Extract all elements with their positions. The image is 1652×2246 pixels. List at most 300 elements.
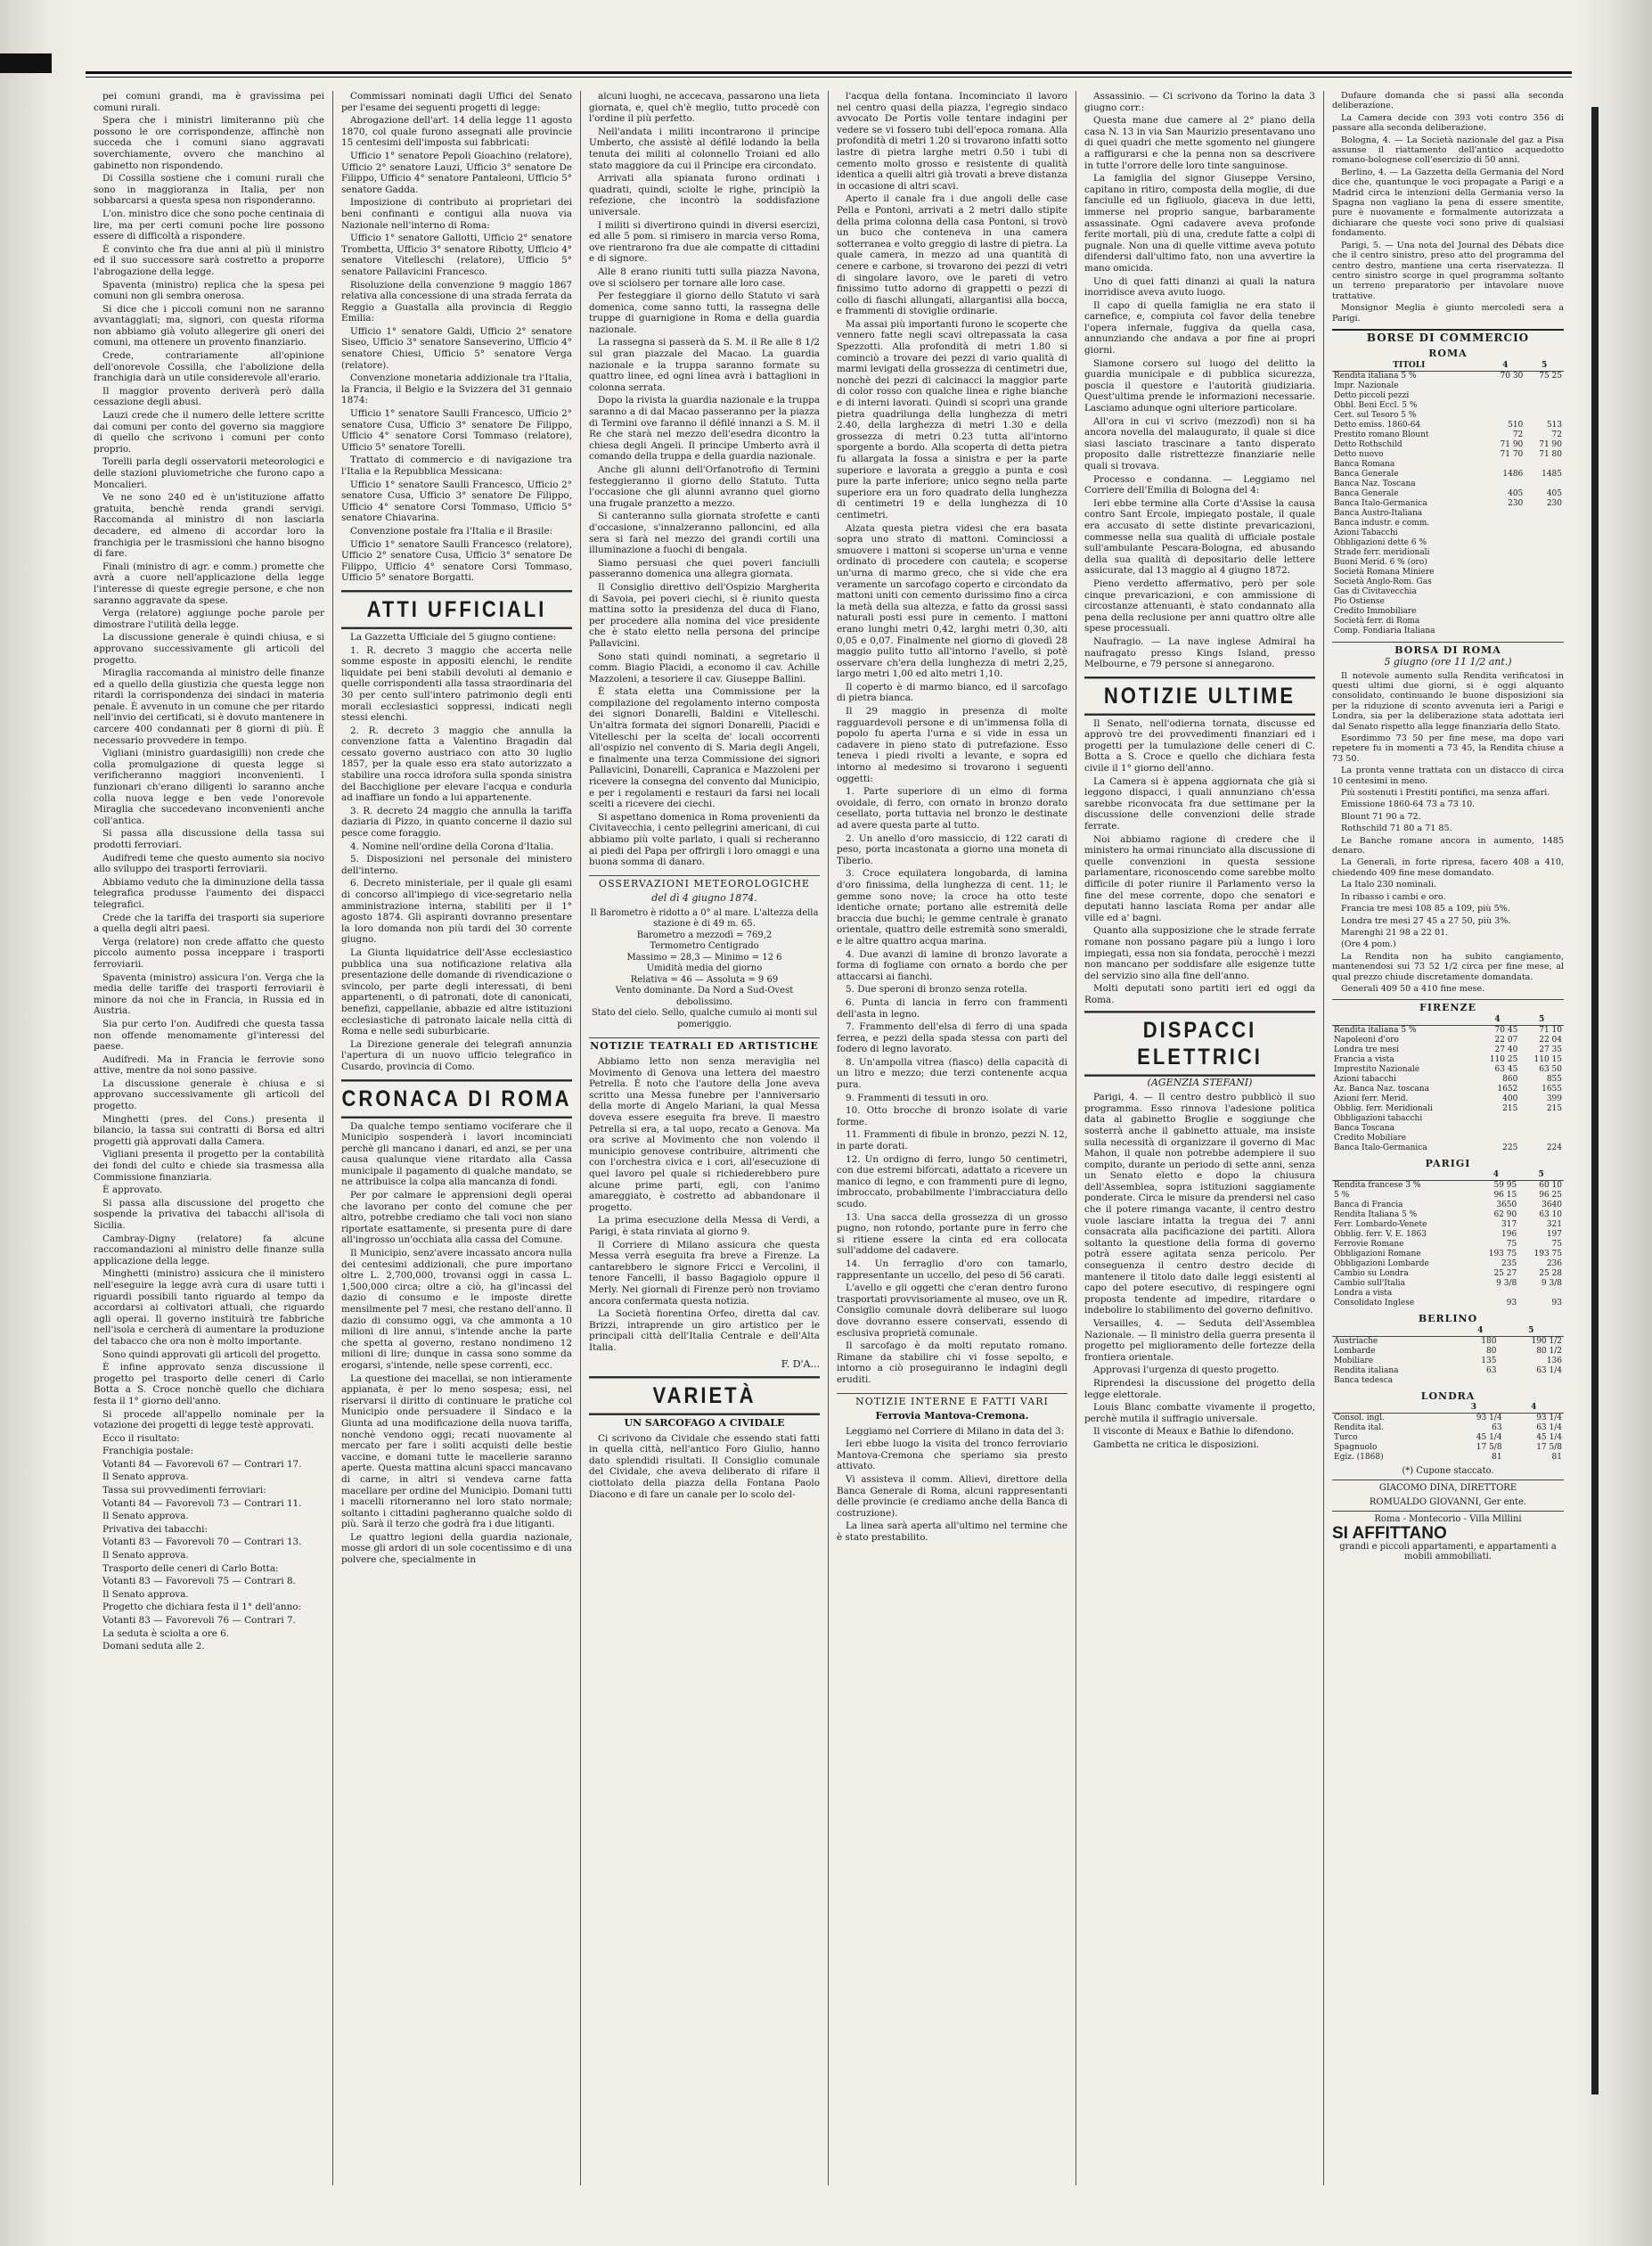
paragraph: Ve ne sono 240 ed è un'istituzione affatto gratuita, benchè renda grandi servigi. Raccomanda al ministro di non lasciarla decadere, ed almeno di accordar loro la franchigia per le trasmissioni che hanno bisogno di fare. [94,492,324,560]
firenze-head: FIRENZE [1332,999,1564,1012]
table-row [1332,499,1564,509]
security-name: Banca Italo-Germanica [1334,498,1427,508]
affitto-subtext: grandi e piccoli appartamenti, e appartamenti a mobili ammobiliati. [1339,1542,1557,1562]
paragraph: Ufficio 1° senatore Galdi, Ufficio 2° senatore Siseo, Ufficio 3° senatore Sanseverino, Ufficio 4° senatore Chiesi, Ufficio 5° senatore Verga (relatore). [341,325,572,371]
table-row [1332,1201,1564,1210]
paragraph: La Italo 230 nominali. [1341,880,1436,890]
paragraph: Versailles, 4. — Seduta dell'Assemblea Nazionale. — Il ministro della guerra presenta il progetto pel miglioramento delle fortezze della frontiera orientale. [1084,1318,1315,1363]
quote-value [1486,548,1525,558]
paragraph: Leggiamo nel Corriere di Milano in data del 3: [846,1425,1065,1437]
quote-value [1525,607,1564,617]
paragraph: Quanto alla supposizione che le strade ferrate romane non possano pagare più a lungo i loro impiegati, essa non sia fondata, perocchè i mezzi non mancano per soddisfare alle esigenze tutte del servizio sino alla fine dell'anno. [1084,925,1315,981]
quote-value: 25 27 [1493,1269,1517,1279]
table-row [1332,1269,1564,1279]
table-row [1332,1220,1564,1230]
paragraph: Riprendesi la discussione del progetto della legge elettorale. [1084,1377,1315,1400]
paragraph: Votanti 84 — Favorevoli 73 — Contrari 11. [102,1497,302,1509]
quote-value [1525,538,1564,548]
paragraph: Marenghi 21 98 a 22 01. [1341,927,1449,938]
paragraph: La rassegna si passerà da S. M. il Re alle 8 1/2 sul gran piazzale del Macao. La guardia nazionale e la truppa saranno formate su quattro linee, ed ogni linea avrà i battaglioni in colonna serrata. [589,337,820,393]
quote-value [1525,519,1564,529]
table-row [1332,597,1564,607]
paragraph: Nell'andata i militi incontrarono il principe Umberto, che assistè al défilé lodando la bella tenuta dei militi al colonnello Troiani ed allo stato maggiore da cui il Principe era circondato. [589,126,820,171]
dispacci-agency: (AGENZIA STEFANI) [1147,1076,1253,1088]
quote-value: 197 [1546,1230,1562,1240]
quote-value: 9 3/8 [1496,1279,1517,1289]
table-row [1332,617,1564,627]
quote-value [1486,558,1525,568]
quote-value [1519,1124,1564,1134]
paragraph: Ufficio 1° senatore Gallotti, Ufficio 2° senatore Trombetta, Ufficio 3° senatore Ribotty, Ufficio 4° senatore Vitelleschi (relatore), Ufficio 5° senatore Pallavicini Francesco. [341,233,572,277]
paragraph: I militi si divertirono quindi in diversi esercizi, ed alle 5 pom. si rimisero in marcia verso Roma, ove rientrarono fra due ale compatte di cittadini e di signore. [589,219,820,265]
paragraph: Si canteranno sulla giornata strofette e canti d'occasione, s'innalzeranno palloncini, ed alla sera si farà nel mezzo dei grandi cortili una illuminazione a fuochi di bengala. [589,511,820,556]
paragraph: È approvato. [102,1184,163,1196]
table-header-cell: 4 [1473,1170,1518,1181]
paragraph: Spaventa (ministro) assicura l'on. Verga che la media delle tariffe dei trasporti ferroviarii è minore da noi che in Francia, in Russia ed in Austria. [94,971,324,1017]
table-row [1332,519,1564,529]
paragraph: Miraglia raccomanda al ministro delle finanze ed a quello della giustizia che questa legge non ritardi la corrispondenza dei sindaci in materia penale. È avvenuto in un comune che per ritardo nell'invio dei certificati, si è dovuto mantenere in carcere 400 condannati per 8 giorni di più. È necessario provvedere in tempo. [94,668,324,746]
quote-value [1519,1114,1564,1124]
quote-value: 62 90 [1493,1210,1517,1220]
security-name: Comp. Fondiaria Italiana [1334,626,1435,635]
quote-value: 235 [1501,1259,1517,1269]
paragraph: Crede che la tariffa dei trasporti sia superiore a quella degli altri paesi. [94,912,324,935]
quote-value: 81 [1551,1452,1562,1462]
quote-value [1462,1376,1498,1386]
londra-table [1332,1403,1564,1463]
paragraph: Domani seduta alle 2. [102,1641,205,1652]
paragraph: L'avello e gli oggetti che c'eran dentro furono trasportati provvisoriamente al museo, ove un R. Consiglio comunale dovrà deliberare sul luogo dove dovranno essere conservati, essendo di esclusiva proprietà comunale. [837,1283,1067,1339]
security-name: Società Anglo-Rom. Gas [1334,577,1432,586]
security-name: Banca Generale [1334,469,1399,479]
quote-value: 400 [1502,1094,1518,1103]
quote-value: 317 [1501,1220,1517,1230]
quote-value: 71 10 [1539,1025,1562,1035]
quote-value: 93 [1506,1299,1517,1308]
paragraph: All'ora in cui vi scrivo (mezzodì) non si ha ancora novella del malaugurato, il quale si dice siasi lasciato trascinare a tanto disperato proposito dalle ristrettezze finanziarie nelle quali si trovava. [1084,415,1315,471]
security-name: Ferrovie Romane [1334,1240,1404,1250]
paragraph: Più sostenuti i Prestiti pontifici, ma senza affari. [1341,788,1550,799]
firenze-table [1332,1015,1564,1153]
paragraph: Il visconte di Meaux e Bathie lo difendono. [1093,1426,1295,1438]
security-name: Obbligazioni Lombarde [1334,1259,1429,1269]
table-row [1332,430,1564,440]
table-row [1332,460,1564,470]
paragraph: pei comuni grandi, ma è gravissima pei comuni rurali. [94,91,324,113]
paragraph: Verga (relatore) aggiunge poche parole per dimostrare l'utilità della legge. [94,608,324,630]
quote-value [1525,509,1564,519]
table-row [1332,1075,1564,1085]
paragraph: Abbiamo letto non senza meraviglia nel Movimento di Genova una lettera del maestro Petrella. È noto che l'autore della Jone aveva scritto una Messa funebre per l'anniversario della morte di Angelo Mariani, la qual Messa doveva essere eseguita fra breve. Il maestro Petrella si era, a tal uopo, recato a Genova. Ma ora scrive al Movimento che non volendo il municipio genovese contribuire, altrimenti che con l'orchestra civica e i cori, all'esecuzione di quel lavoro pel quale si richiederebbero pure alcune prime parti, egli, con l'animo amareggiato, è costretto ad abbandonare il progetto. [589,1056,820,1213]
imprint-manager: ROMUALDO GIOVANNI, Ger ente. [1369,1496,1527,1507]
meteo-line: Stato del cielo. Sello, qualche cumulo ai monti sul pomeriggio. [591,1008,818,1029]
table-row [1332,1240,1564,1250]
paragraph: La Gazzetta Ufficiale del 5 giugno contiene: [350,631,557,643]
paragraph: Votanti 84 — Favorevoli 67 — Contrari 17. [102,1458,302,1470]
binding-bar [1591,107,1599,2094]
cronaca-continued [589,91,820,868]
paragraph: Risoluzione della convenzione 9 maggio 1867 relativa alla concessione di una strada ferrata da Reggio a Guastalla alla provincia di Reggio Emilia: [341,279,572,324]
paragraph: Per festeggiare il giorno dello Statuto vi sarà domenica, come sanno tutti, la rassegna delle truppe di guarnigione in Roma e della guardia nazionale. [589,291,820,335]
paragraph: Londra tre mesi 27 45 a 27 50, più 3%. [1341,915,1511,926]
table-row [1332,1336,1564,1347]
quote-value [1525,587,1564,597]
paragraph: Finali (ministro di agr. e comm.) promette che avrà a cuore nell'applicazione della legge l'interesse di queste egregie persone, e che non saranno aggravate da spese. [94,561,324,606]
paragraph: Siamo persuasi che quei poveri fanciulli passeranno domenica una allegra giornata. [589,557,820,580]
paragraph: 7. Frammento dell'elsa di ferro di una spada ferrea, e pezzi della spada stessa con parti del fodero di legno lavorato. [837,1021,1067,1055]
paragraph: Torelli parla degli osservatorii meteorologici e delle stazioni pluviometriche che furono capo a Moncalieri. [94,456,324,490]
meteo-date: del dì 4 giugno 1874. [651,892,757,905]
quote-value: 70 45 [1494,1025,1518,1035]
table-row [1332,538,1564,548]
paragraph: Le Banche romane ancora in aumento, 1485 denaro. [1332,835,1564,857]
paragraph: Tassa sui provvedimenti ferroviari: [102,1485,266,1496]
table-row [1332,1134,1564,1143]
paragraph: Votanti 83 — Favorevoli 75 — Contrari 8. [102,1576,296,1587]
borse-title: BORSE DI COMMERCIO [1332,329,1564,343]
paragraph: 3. Croce equilatera longobarda, di lamina d'oro finissima, della lunghezza di cent. 11; le gemme sono nove; la croce ha otto teste identiche ornate; portano alle estremità delle braccia due buchi; le gemme centrale è granato orientale, quattro delle estremità sono smeraldi, e le altre quattro acqua marina. [837,868,1067,947]
security-name: Pio Ostiense [1334,596,1385,606]
paragraph: La linea sarà aperta all'ultimo nel termine che è stato prestabilito. [837,1521,1067,1544]
paragraph: 5. Due speroni di bronzo senza rotella. [846,984,1028,996]
table-row [1332,489,1564,499]
quote-value: 510 [1508,420,1524,430]
paragraph: La prima esecuzione della Messa di Verdi, a Parigi, è stata rinviata al giorno 9. [589,1215,820,1237]
quote-value: 405 [1546,488,1562,498]
paragraph: Di Cossilla sostiene che i comuni rurali che sono in maggioranza in Italia, per non sobbarcarsi a questa spesa non risponderanno. [94,173,324,207]
security-name: Azioni ferr. Merid. [1334,1094,1409,1103]
table-row [1332,529,1564,538]
paragraph: Blount 71 90 a 72. [1341,811,1421,822]
paragraph: Processo e condanna. — Leggiamo nel Corriere dell'Emilia di Bologna del 4: [1084,473,1315,496]
security-name: Londra a vista [1334,1289,1393,1299]
paragraph: Aperto il canale fra i due angoli delle case Pella e Pontoni, arrivati a 2 metri dallo stipite della prima colonna della casa Pontoni, si trovò un buco che conteneva in una camera sotterranea e volto greggio di lastre di pietra. La quale camera, in mezzo ad una quantità di cenere e carbone, si trovarono dei pezzi di vetri di singolare lavoro, ove le pareti di vetro finissimo tutto adorno di grappetti o pezzi di collo di fiaschi allungati, allargantisi alla bocca, e frammenti di stoviglie ordinarie. [837,193,1067,317]
quote-value: 63 [1492,1422,1502,1432]
security-name: Banca Romana [1334,459,1395,469]
table-row [1332,548,1564,558]
security-name: Obbligazioni dette 6 % [1334,537,1427,547]
paragraph: Siamone corsero sul luogo del delitto la guardia municipale e di pubblica sicurezza, poscia il questore e l'autorità giudiziaria. Quest'ultima prende le informazioni necessarie. Lasciamo adunque ogni ulteriore particolare. [1084,357,1315,414]
security-name: Gas di Civitavecchia [1334,586,1417,596]
quote-value [1476,1124,1520,1134]
table-row [1332,450,1564,460]
security-name: Banca Italo-Germanica [1334,1143,1427,1152]
paragraph: Ufficio 1° senatore Pepoli Gioachino (relatore), Ufficio 2° senatore Lauzi, Ufficio 3° senatore De Filippo, Ufficio 4° senatore Pantaleoni, Ufficio 5° senatore Gadda. [341,150,572,195]
table-row [1332,1104,1564,1114]
paragraph: Noi abbiamo ragione di credere che il ministero ha ormai rinunciato alla discussione di quelle convenzioni in questa sessione parlamentare, riconoscendo come sarebbe molto difficile di poter riunire il Parlamento verso la fine del mese corrente, dopo che senatori e deputati hanno lasciata Roma per andar alle ville ed a' bagni. [1084,833,1315,923]
table-row [1332,558,1564,568]
paragraph: Il Senato, nell'odierna tornata, discusse ed approvò tre dei provvedimenti finanziari ed i progetti per la tumulazione delle ceneri di C. Botta a S. Croce e quello che dichiara festa civile il 1° giorno dell'anno. [1084,717,1315,775]
quote-value: 96 25 [1539,1191,1562,1201]
table-row [1332,568,1564,578]
table-row [1332,1423,1564,1433]
quote-value: 193 75 [1533,1250,1562,1259]
security-name: Londra tre mesi [1334,1045,1399,1054]
security-name: Rendita italiana 5 % [1334,371,1417,381]
table-row [1332,578,1564,587]
security-name: Rendita francese 3 % [1334,1181,1421,1191]
quote-value: 63 45 [1494,1064,1518,1074]
paragraph: Francia tre mesi 108 85 a 109, più 5%. [1341,904,1510,914]
quote-value: 75 25 [1539,371,1562,381]
quote-value [1486,381,1525,391]
paragraph: 4. Nomine nell'ordine della Corona d'Italia. [350,840,554,852]
table-row [1332,401,1564,411]
paragraph: 11. Frammenti di fibule in bronzo, pezzi N. 12, in parte dorati. [837,1129,1067,1152]
table-header-cell: 5 [1518,1170,1564,1181]
security-name: Spagnuolo [1334,1442,1378,1452]
roma-table [1332,361,1564,636]
quote-value: 71 70 [1500,449,1524,459]
scan-left-margin [0,0,78,2246]
security-name: Cambio su Londra [1334,1269,1409,1279]
quote-value [1525,460,1564,470]
meteo-line: Termometro Centigrado [650,941,759,952]
quote-value: 1652 [1497,1084,1518,1094]
paragraph: Emissione 1860-64 73 a 73 10. [1341,799,1476,810]
quote-value: 3650 [1496,1201,1517,1210]
paragraph: Spaventa (ministro) replica che la spesa pei comuni non gli sembra onerosa. [94,279,324,302]
quote-value: 860 [1502,1074,1518,1084]
paragraph: Verga (relatore) non crede affatto che questo piccolo aumento possa inceppare i trasporti ferroviarii. [94,936,324,970]
table-row [1332,1259,1564,1269]
quote-value [1525,411,1564,421]
paragraph: Assassinio. — Ci scrivono da Torino la data 3 giugno corr.: [1084,91,1315,113]
paragraph: Parigi, 4. — Il centro destro pubblicò il suo programma. Esso rinnova l'adesione politica data al gabinetto Broglie e soggiunge che sosterrà anche il gabinetto attuale, ma insiste sulla necessità di organizzare il governo di Mac Mahon, il quale non potrebbe adempiere il suo compito, durante un periodo di sette anni, senza un Senato eletto e dopo la chiusura dell'Assemblea, sopra istituzioni saggiamente ponderate. Circa le misure da prendersi nel caso che il potere rimanga vacante, il centro destro vuole lasciare intatta la tregua dei 7 anni consacrata alla pacificazione dei partiti. Allora soltanto la questione della forma di governo potrà essere agitata senza pericolo. Per conseguenza il centro destro decide di mantenere il titolo dato dalle leggi esistenti al capo del potere esecutivo, di respingere ogni proposta tendente ad impedire, ritardare o indebolire lo stabilimento del governo definitivo. [1084,1092,1315,1316]
paragraph: Convenzione monetaria addizionale tra l'Italia, la Francia, il Belgio e la Svizzera del 31 gennaio 1874: [341,373,572,406]
security-name: Banca tedesca [1334,1375,1394,1385]
paragraph: Monsignor Meglia è giunto mercoledì sera a Parigi. [1332,303,1564,324]
table-row [1332,1055,1564,1065]
quote-value: 45 1/4 [1536,1432,1562,1442]
table-row [1332,391,1564,401]
paragraph: 10. Otto brocche di bronzo isolate di varie forme. [837,1105,1067,1127]
quote-value [1486,587,1525,597]
table-row [1332,1065,1564,1075]
quote-value: 215 [1502,1103,1518,1113]
newspaper-page [86,71,1572,2193]
paragraph: Il notevole aumento sulla Rendita verificatosi in questi ultimi due giorni, si è oggi alquanto consolidato, continuando le buone disposizioni sia per la riduzione di sconto avvenuta ieri a Parigi e Londra, sia per la deliberazione stata adottata ieri dal Senato rispetto alla legge finanziaria dello Stato. [1332,670,1564,732]
paragraph: Il capo di quella famiglia ne era stato il carnefice, e, compiuta col favor della tenebre l'opera infernale, fuggiva da quella casa, annunziando che andava a por fine ai propri giorni. [1084,299,1315,357]
paragraph: Si passa alla discussione del progetto che sospende la privativa dei tabacchi all'isola di Sicilia. [94,1197,324,1231]
quote-value: 230 [1508,498,1524,508]
table-row [1332,1181,1564,1192]
senate-report [94,91,324,1652]
paragraph: La Rendita non ha subito cangiamento, mantenendosi sui 73 52 1/2 circa per fine mese, al qual prezzo chiude discretamente domandata. [1332,951,1564,982]
quote-value: 110 25 [1489,1054,1518,1064]
varieta-title: VARIETÀ [589,1376,820,1415]
quote-value: 230 [1546,498,1562,508]
columns [86,91,1572,2185]
meteo-line: Umidità media del giorno [646,963,763,974]
quote-value: 93 [1551,1299,1562,1308]
paragraph: Il Senato approva. [102,1471,189,1483]
security-name: Banca Naz. Toscana [1334,479,1416,488]
londra-note: (*) Cupone staccato. [1402,1465,1494,1476]
security-name: Obblig. ferr. Meridionali [1334,1103,1433,1113]
affitto-ad: SI AFFITTANO [1332,1523,1447,1543]
paragraph: Votanti 83 — Favorevoli 70 — Contrari 13. [102,1537,302,1548]
table-row [1332,1289,1564,1299]
quote-value: 93 1/4 [1476,1413,1502,1422]
quote-value [1525,558,1564,568]
security-name: Credito Mobiliare [1334,1133,1407,1143]
paragraph: Il 29 maggio in presenza di molte ragguardevoli persone e di un'immensa folla di popolo fu aperta l'urna e si vide in essa un cadavere in pieno stato di putrefazione. Esso teneva i piedi rivolti a levante, e sopra ed intorno al medesimo si trovarono i seguenti oggetti: [837,706,1067,784]
paragraph: La pronta venne trattata con un distacco di circa 10 centesimi in meno. [1332,766,1564,786]
signature: F. D'A... [781,1357,820,1370]
paragraph: Dopo la rivista la guardia nazionale e la truppa saranno a di dal Macao passeranno per la piazza di Termini ove faranno il défilé innanzi a S. M. il Re che starà nel mezzo dell'esedra dicontro la chiesa degli Angeli. Il principe Umberto avrà il comando della truppa e della guardia nazionale. [589,395,820,463]
table-row [1332,371,1564,381]
quote-value: 22 07 [1494,1035,1518,1045]
paragraph: Trattato di commercio e di navigazione tra l'Italia e la Repubblica Messicana: [341,455,572,477]
quote-value [1525,548,1564,558]
paragraph: Votanti 83 — Favorevoli 76 — Contrari 7. [102,1615,296,1626]
paragraph: Uno di quei fatti dinanzi ai quali la natura inorridisce aveva avuto luogo. [1084,275,1315,299]
paragraph: Parigi, 5. — Una nota del Journal des Débats dice che il centro sinistro, preso atto del programma del centro destro, mantiene una certa riservatezza. Il centro sinistro scorge in quel programma soltanto un terreno preparatorio per intavolare nuove trattative. [1332,240,1564,301]
table-row [1332,627,1564,636]
paragraph: Il Senato approva. [102,1511,189,1522]
paragraph: Questa mane due camere al 2° piano della casa N. 13 in via San Maurizio presentavano uno di quei quadri che mette sgomento nel giungere a raffigurarsi e che la penna non sa descrivere in tutte l'orrore delle loro tinte sanguinose. [1084,115,1315,171]
table-header-cell [1332,1403,1443,1414]
quote-value: 93 1/4 [1536,1413,1562,1422]
paragraph: Approvasi l'urgenza di questo progetto. [1093,1365,1280,1376]
quote-value: 63 50 [1539,1064,1562,1074]
table-header-cell: 4 [1462,1326,1498,1337]
paragraph: Esordimmo 73 50 per fine mese, ma dopo vari repetere fu in momenti a 73 45, la Rendita chiuse a 73 50. [1332,734,1564,764]
paragraph: Louis Blanc combatte vivamente il progetto, perchè mutila il suffragio universale. [1084,1402,1315,1424]
sarcofago-continued [837,91,1067,1386]
quote-value [1525,401,1564,411]
quote-value: 215 [1546,1103,1562,1113]
table-row [1332,1366,1564,1376]
paragraph: Commissari nominati dagli Uffici del Senato per l'esame dei seguenti progetti di legge: [341,91,572,113]
security-name: Società ferr. di Roma [1334,616,1420,626]
quote-value: 27 40 [1494,1045,1518,1054]
paragraph: Generali 409 50 a 410 fine mese. [1341,983,1485,994]
quote-value: 72 [1551,430,1562,439]
column-6 [1324,91,1572,2185]
table-row [1332,1094,1564,1104]
notizie-interne-title: NOTIZIE INTERNE E FATTI VARI [837,1393,1067,1408]
paragraph: alcuni luoghi, ne accecava, passarono una lieta giornata, e, quel ch'è meglio, tutto procedè con l'ordine il più perfetto. [589,91,820,125]
quote-value: 81 [1492,1452,1502,1462]
quote-value [1486,617,1525,627]
paragraph: Ieri ebbe luogo la visita del tronco ferroviario Mantova-Cremona che speriamo sia presto attivato. [837,1439,1067,1472]
quote-value: 75 [1551,1240,1562,1250]
quote-value: 855 [1546,1074,1562,1084]
security-name: Detto nuovo [1334,449,1384,459]
table-header-cell: 5 [1525,361,1564,372]
quote-value [1486,627,1525,636]
meteo-line: Relativa = 46 — Assoluta = 9 69 [630,974,779,985]
paragraph: Ieri ebbe termine alla Corte d'Assise la causa contro Sant Ercole, impiegato postale, il quale era accusato di sette distinte prevaricazioni, commesse nella sua qualità di ufficiale postale sull'ambulante Pescara-Bologna, ed abusando della sua qualità di depositario delle lettere assicurate, dal 13 maggio al 4 giugno 1872. [1084,497,1315,577]
parigi-table [1332,1170,1564,1308]
quote-value: 22 04 [1539,1035,1562,1045]
paragraph: Pieno verdetto affermativo, però per sole cinque prevaricazioni, e con ammissione di circostanze attenuanti, è stato condannato alla pena della reclusione per anni quattro oltre alle spese processuali. [1084,578,1315,635]
paragraph: Gambetta ne critica le disposizioni. [1093,1439,1260,1450]
security-name: Consolidato Inglese [1334,1299,1415,1308]
cronaca-varia [1084,91,1315,670]
paragraph: Dufaure domanda che si passi alla seconda deliberazione. [1332,91,1564,111]
cronaca-di-roma-title: CRONACA DI ROMA [341,1079,572,1119]
table-row [1332,1124,1564,1134]
table-row [1332,1250,1564,1259]
quote-value [1525,568,1564,578]
paragraph: 6. Punta di lancia in ferro con frammenti dell'asta in legno. [837,996,1067,1020]
quote-value: 1485 [1542,469,1562,479]
quote-value: 3640 [1542,1201,1562,1210]
security-name: 5 % [1334,1191,1350,1201]
senate-commissioners [341,91,572,584]
paragraph: Per por calmare le apprensioni degli operai che lavorano per conto del comune che per altro, potrebbe crediamo che tali voci non siano riportate esattamente, si presenta pure di dare all'ingrosso un'occhiata alla cassa del Comune. [341,1190,572,1246]
quote-value: 236 [1546,1259,1562,1269]
paragraph: Ci scrivono da Cividale che essendo stati fatti in quella città, nell'antico Foro Giulio, hanno dato splendidi risultati. Il Consiglio comunale del Cividale, che aveva deliberato di rifare il ciottolato della piazza della Fontana Paolo Diacono e di fare un canale per lo scolo del- [589,1432,820,1500]
quote-value: 27 35 [1539,1045,1562,1054]
cronaca-di-roma-body [341,1121,572,1566]
quote-value: 225 [1502,1143,1518,1152]
paragraph: l'acqua della fontana. Incominciato il lavoro nel centro quasi della piazza, l'egregio sindaco avvocato De Portis volle tentare indagini per vedere se vi fossero tubi dell'epoca romana. Alla profondità di metri 1.20 si trovarono infatti sotto lastre di pietra larghe metri 0.50 i tubi di cemento molto grosso e resistente di qualità identica a quelli altri già trovati a breve distanza in occasione di altri scavi. [837,91,1067,192]
paragraph: Crede, contrariamente all'opinione dell'onorevole Cossilla, che l'abolizione della franchigia darà un utile considerevole all'erario. [94,350,324,384]
quote-value: 80 1/2 [1536,1346,1562,1356]
security-name: Egiz. (1868) [1334,1452,1384,1462]
paragraph: Abbiamo veduto che la diminuzione della tassa telegrafica produsse l'aumento dei dispacci telegrafici. [94,876,324,910]
quote-value: 399 [1546,1094,1562,1103]
scan-right-margin [1574,0,1652,2246]
parigi-head: PARIGI [1425,1157,1471,1169]
quote-value: 72 [1512,430,1524,439]
security-name: Austriache [1334,1336,1378,1346]
paragraph: Arrivati alla spianata furono ordinati i quadrati, quindi, sciolte le righe, principiò la refezione, che incontrò la soddisfazione universale. [589,173,820,217]
table-row [1332,1453,1564,1463]
notizie-ultime-body [1084,718,1315,1006]
table-row [1332,1036,1564,1045]
table-header-cell [1332,1326,1462,1337]
table-header-cell: 5 [1498,1326,1564,1337]
security-name: Napoleoni d'oro [1334,1035,1399,1045]
atti-ufficiali-body [341,632,572,1073]
paragraph: Le quattro legioni della guardia nazionale, mosse gli ardori di un sole cocentissimo e di una polvere che, specialmente in [341,1531,572,1566]
paragraph: Vi assisteva il comm. Allievi, direttore della Banca Generale di Roma, alcuni rappresentanti delle provincie (e crediamo anche della Banca di costruzione). [837,1474,1067,1519]
quote-value: 63 1/4 [1536,1365,1562,1375]
notizie-teatrali-body [589,1056,820,1353]
table-header-cell: 4 [1476,1015,1520,1026]
quote-value: 180 [1481,1336,1497,1346]
table-row [1332,1210,1564,1220]
quote-value: 59 95 [1493,1181,1517,1191]
table-row [1332,1279,1564,1289]
paragraph: 14. Un ferraglio d'oro con tamarlo, rappresentante un uccello, del peso di 56 carati. [837,1258,1067,1281]
paragraph: 1. Parte superiore di un elmo di forma ovoidale, di ferro, con ornato in bronzo dorato cesellato, porta tuttavia nel bronzo le destinate ad avere questa parte al tutto. [837,786,1067,831]
quote-value: 80 [1486,1346,1497,1356]
table-row [1332,1357,1564,1366]
meteo-line: Barometro a mezzodì = 769,2 [636,930,773,940]
table-row [1332,1114,1564,1124]
table-row [1332,1376,1564,1386]
table-row [1332,1443,1564,1453]
notizie-interne-body [837,1426,1067,1544]
quote-value: 1486 [1502,469,1524,479]
table-header-cell: 5 [1519,1015,1564,1026]
quote-value [1525,627,1564,636]
paragraph: La Camera si è appena aggiornata che già si leggono dispacci, i quali annunziano ch'essa sarebbe riconvocata fra due settimane per la discussione delle convenzioni delle strade ferrate. [1084,775,1315,832]
security-name: Consol. ingl. [1334,1413,1385,1422]
security-name: Imprestito Nazionale [1334,1064,1420,1074]
column-1 [86,91,333,2185]
table-row [1332,1085,1564,1094]
varieta-body [589,1433,820,1501]
quote-value [1486,480,1525,489]
table-row [1332,480,1564,489]
